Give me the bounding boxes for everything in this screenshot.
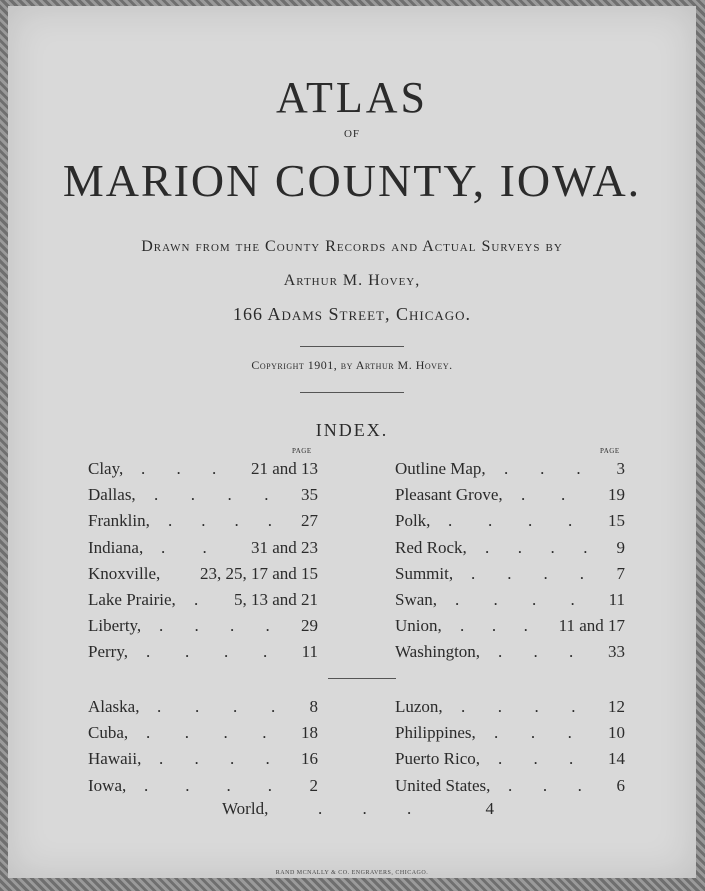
index-entry-page: 10 [608,723,625,743]
leader-dots: . . . [141,459,217,478]
index-entry-name: Washington, [395,642,481,662]
index-entry-page: 11 and 17 [558,616,625,636]
leader-dots: . . . [318,799,430,818]
leader-dots: . . . . [168,511,272,531]
index-entry-page: 21 and 13 [250,459,318,478]
index-entry-page: 9 [616,537,625,557]
index-entry [395,458,625,480]
leader-dots: . . . . [154,485,269,505]
index-entry-name: Lake Prairie, [88,590,176,609]
index-entry-page: 3 [616,459,625,478]
title-page [8,6,696,878]
index-entry [88,563,318,585]
county-title: MARION COUNTY, IOWA. [62,155,642,206]
index-entry-name: Perry, [88,642,128,662]
leader-dots: . . . . [157,697,276,716]
engraver-credit: RAND MCNALLY & CO. ENGRAVERS, CHICAGO. [275,870,429,876]
index-entry-page: 15 [608,511,625,531]
index-entry-page: 5, 13 and 21 [233,590,318,609]
index-entry [395,775,625,797]
index-entry [88,748,318,770]
index-entry-page: 18 [301,723,318,743]
index-entry-page: 11 [608,590,625,609]
index-entry [88,484,318,506]
leader-dots: . . . . [485,537,588,557]
index-entry-page: 35 [301,485,318,505]
atlas-title: ATLAS [276,73,428,122]
index-entry-name: Luzon, [395,697,443,716]
index-entry [395,641,625,663]
index-entry [395,696,625,718]
divider-maps [328,678,396,679]
index-entry [88,615,318,637]
index-entry-name: Pleasant Grove, [395,485,503,505]
leader-dots: . . . . [159,616,270,636]
index-entry [395,615,625,637]
index-entry-page: 2 [309,775,318,795]
index-entry-page: 7 [616,563,625,583]
index-entry-name: Union, [395,616,442,636]
index-entry [395,563,625,585]
index-entry-name: Philippines, [395,723,476,743]
page-header-right: PAGE [600,447,620,455]
leader-dots: . . [161,537,207,557]
index-entry-name: Puerto Rico, [395,749,480,769]
index-entry [88,775,318,797]
leader-dots: . . . [498,642,574,662]
index-entry-page: 4 [485,799,494,818]
leader-dots: . [194,590,199,609]
index-entry-name: Hawaii, [88,749,142,769]
index-entry [395,537,625,559]
index-entry-name: United States, [395,775,491,795]
index-entry [88,537,318,559]
index-entry-name: Summit, [395,563,454,583]
leader-dots: . . . . [448,511,573,531]
leader-dots: . . . [504,459,581,478]
index-entry [88,641,318,663]
index-entry [395,722,625,744]
index-entry-name: Liberty, [88,616,142,636]
index-entry-page: 27 [301,511,318,531]
leader-dots: . . . . [455,590,575,609]
index-entry-page: 23, 25, 17 and 15 [199,563,318,583]
index-entry-name: Dallas, [88,485,136,505]
index-entry-page: 14 [608,749,625,769]
index-entry-name: Indiana, [88,537,144,557]
index-entry-name: Red Rock, [395,537,467,557]
index-entry [395,748,625,770]
address-line: 166 Adams Street, Chicago. [232,304,472,324]
index-entry-page: 11 [301,642,318,662]
leader-dots: . . . . [159,749,270,769]
index-entry-page: 6 [616,775,625,795]
index-entry-name: Alaska, [88,697,140,716]
index-entry-page: 33 [608,642,625,662]
copyright-line: Copyright 1901, by Arthur M. Hovey. [251,358,453,372]
index-entry-name: Iowa, [88,775,127,795]
index-entry [395,484,625,506]
index-entry [88,510,318,532]
leader-dots: . . . . [146,642,268,662]
index-entry-name: Polk, [395,511,431,531]
leader-dots: . . . . [146,723,267,743]
leader-dots: . . . . [144,775,272,795]
index-entry [88,722,318,744]
index-entry-name: Swan, [395,590,438,609]
index-entry-page: 8 [309,697,318,716]
atlas-title-of: OF [343,128,361,140]
leader-dots: . . . . [471,563,584,583]
leader-dots: . . [521,485,566,505]
index-entry-name: Franklin, [88,511,150,531]
index-entry-page: 31 and 23 [250,537,318,557]
index-entry-page: 29 [301,616,318,636]
index-entry [88,458,318,480]
index-entry-page: 12 [608,697,625,716]
leader-dots: . . . [460,616,528,636]
index-entry-name: Clay, [88,459,124,478]
divider-top [300,346,404,347]
index-entry [88,589,318,611]
index-entry-name: World, [222,799,269,818]
author-line: Arthur M. Hovey, [283,272,421,289]
leader-dots: . . . [508,775,582,795]
divider-bottom [300,392,404,393]
drawn-from-line: Drawn from the County Records and Actual Surveys by [141,238,563,255]
index-entry [395,510,625,532]
index-entry-page: 16 [301,749,318,769]
index-entry [395,589,625,611]
index-title: INDEX. [315,420,389,440]
index-entry [88,696,318,718]
page-header-left: PAGE [292,447,312,455]
leader-dots: . . . [494,723,572,743]
index-entry-name: Outline Map, [395,459,486,478]
index-entry-name: Cuba, [88,723,129,743]
index-entry-page: 19 [608,485,625,505]
leader-dots: . . . . [461,697,576,716]
index-entry-world [222,798,494,820]
index-entry-name: Knoxville, [88,563,161,583]
leader-dots: . . . [498,749,574,769]
